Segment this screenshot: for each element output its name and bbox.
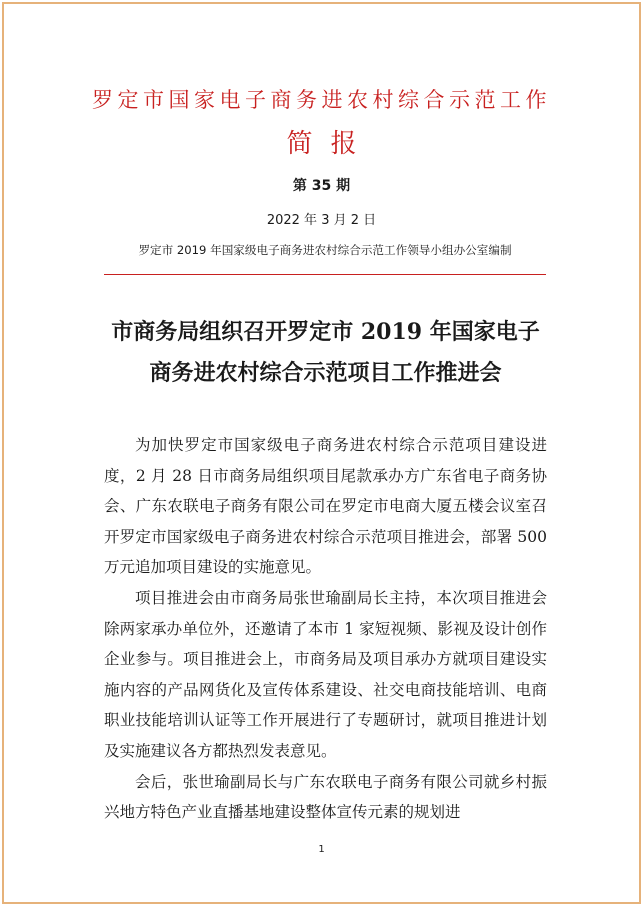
article-body [104, 430, 547, 828]
header-divider [104, 274, 546, 275]
issue-date: 2022 年 3 月 2 日 [266, 213, 377, 228]
article-title-line-2: 商务进农村综合示范项目工作推进会 [149, 360, 502, 386]
article-paragraph: 为加快罗定市国家级电子商务进农村综合示范项目建设进度，2 月 28 日市商务局组织项目尾款承办方广东省电子商务协会、广东农联电子商务有限公司在罗定市电商大厦五楼会议室召开罗定市国家级电子商务进农村综合示范项目推进会，部署 500 万元追加项目建设的实施意见。 [104, 436, 547, 577]
article-paragraph: 项目推进会由市商务局张世瑜副局长主持，本次项目推进会除两家承办单位外，还邀请了本市 1 家短视频、影视及设计创作企业参与。项目推进会上，市商务局及项目承办方就项目建设实施内容的产品网货化及宣传体系建设、社交电商技能培训、电商职业技能培训认证等工作开展进行了专题研讨，就项目推进计划及实施建议各方都热烈发表意见。 [104, 588, 547, 760]
bulletin-name: 简报 [286, 129, 375, 159]
editor-line: 罗定市 2019 年国家级电子商务进农村综合示范工作领导小组办公室编制 [138, 243, 512, 257]
article-title [84, 312, 567, 394]
article-title-line-1: 市商务局组织召开罗定市 2019 年国家电子 [111, 319, 540, 345]
article-paragraph: 会后，张世瑜副局长与广东农联电子商务有限公司就乡村振兴地方特色产业直播基地建设整体宣传元素的规划进 [104, 772, 547, 822]
bulletin-header-title: 罗定市国家电子商务进农村综合示范工作 [92, 88, 551, 112]
issue-number: 第 35 期 [292, 178, 351, 194]
page-number: 1 [318, 844, 325, 855]
document-page [2, 2, 641, 904]
